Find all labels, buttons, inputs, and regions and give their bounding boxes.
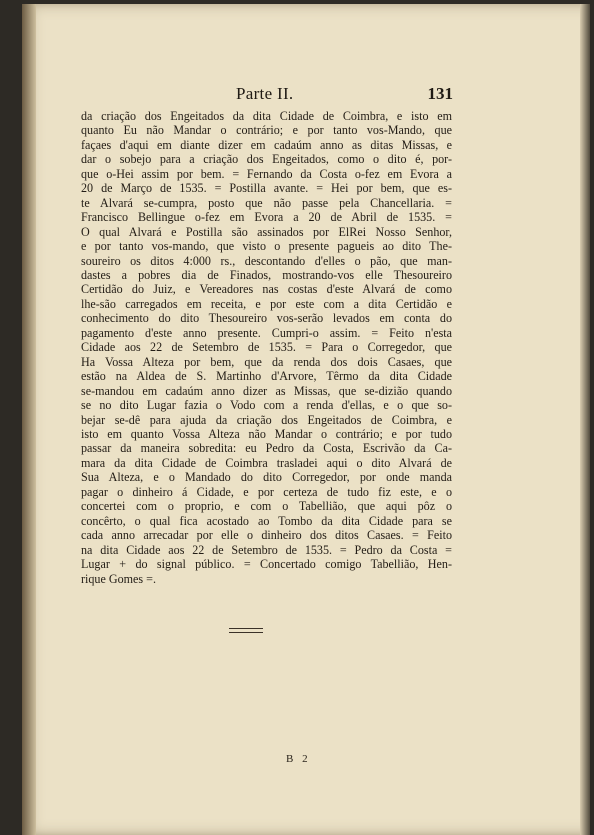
text-line: pagamento d'este anno presente. Cumpri-o assim. = Feito n'esta	[81, 325, 452, 340]
text-line: dar o sobejo para a criação dos Engeitados, como o dito é, por-	[81, 152, 452, 167]
text-line: passar da maneira sobredita: eu Pedro da Costa, Escrivão da Ca-	[81, 441, 452, 456]
text-line: Lugar + do signal público. = Concertado comigo Tabellião, Hen-	[81, 557, 452, 572]
text-line: O qual Alvará e Postilla são assinados por ElRei Nosso Senhor,	[81, 224, 452, 239]
text-line: que o-Hei assim por bem. = Fernando da Costa o-fez em Evora a	[81, 166, 452, 181]
text-line: Ha Vossa Alteza por bem, que da renda dos dois Casaes, que	[81, 354, 452, 369]
page-header	[190, 84, 455, 106]
text-line: isto em quanto Vossa Alteza não Mandar o contrário; e por tudo	[81, 426, 452, 441]
page-number: 131	[427, 84, 453, 103]
text-line: soureiro os ditos 4:000 rs., descontando d'elles o pão, que man-	[81, 253, 452, 268]
text-line: cada anno arrecadar por elle o dinheiro dos ditos Casaes. = Feito	[81, 528, 452, 543]
text-line: Sua Alteza, e o Mandado do dito Corregedor, por onde manda	[81, 470, 452, 485]
text-line: estão na Aldea de S. Martinho d'Arvore, Têrmo da dita Cidade	[81, 369, 452, 384]
text-line: te Alvará se-cumpra, posto que não passe pela Chancellaria. =	[81, 195, 452, 210]
text-line: 20 de Março de 1535. = Postilla avante. = Hei por bem, que es-	[81, 181, 452, 196]
text-line: dastes a pobres dia de Finados, mostrando-vos elle Thesoureiro	[81, 267, 452, 282]
text-line: da criação dos Engeitados da dita Cidade de Coimbra, e isto em	[81, 109, 452, 123]
text-line: se-mandou em cadaúm anno dizer as Missas, que se-dizião quando	[81, 383, 452, 398]
ornament-rule	[229, 628, 263, 633]
text-line: conhecimento do dito Thesoureiro vos-serão levados em conta do	[81, 311, 452, 326]
text-line: e por tanto vos-mando, que visto o presente pagueis ao dito The-	[81, 239, 452, 254]
text-line: pagar o dinheiro á Cidade, e por certeza de tudo fiz este, e o	[81, 484, 452, 499]
text-line: lhe-são carregados em receita, e por este com a dita Certidão e	[81, 296, 452, 311]
text-line: na dita Cidade aos 22 de Setembro de 1535. = Pedro da Costa =	[81, 542, 452, 557]
text-line: mara da dita Cidade de Coimbra trasladei aqui o dito Alvará de	[81, 455, 452, 470]
text-line: bejar se-dê para ajuda da criação dos Engeitados de Coimbra, e	[81, 412, 452, 427]
page-edge	[580, 4, 590, 835]
text-line: quanto Eu não Mandar o contrário; e por tanto vos-Mando, que	[81, 123, 452, 138]
text-line: concertei com o proprio, e com o Tabellião, que aqui pôz o	[81, 499, 452, 514]
text-line: se no dito Lugar fazia o Vodo com a renda d'ellas, e o que so-	[81, 398, 452, 413]
text-line: rique Gomes =.	[81, 571, 157, 586]
text-line: concêrto, o qual fica acostado ao Tombo da dita Cidade para se	[81, 513, 452, 528]
running-head: Parte II.	[236, 84, 294, 103]
signature-mark: B 2	[286, 753, 311, 765]
text-line: façaes d'aqui em diante dizer em cadaúm anno as ditas Missas, e	[81, 137, 452, 152]
binding-gutter	[22, 4, 36, 835]
body-text	[81, 109, 452, 586]
text-line: Certidão do Juiz, e Vereadores nas costas d'este Alvará de como	[81, 282, 452, 297]
text-line: Cidade aos 22 de Setembro de 1535. = Para o Corregedor, que	[81, 340, 452, 355]
text-line: Francisco Bellingue o-fez em Evora a 20 de Abril de 1535. =	[81, 210, 452, 225]
